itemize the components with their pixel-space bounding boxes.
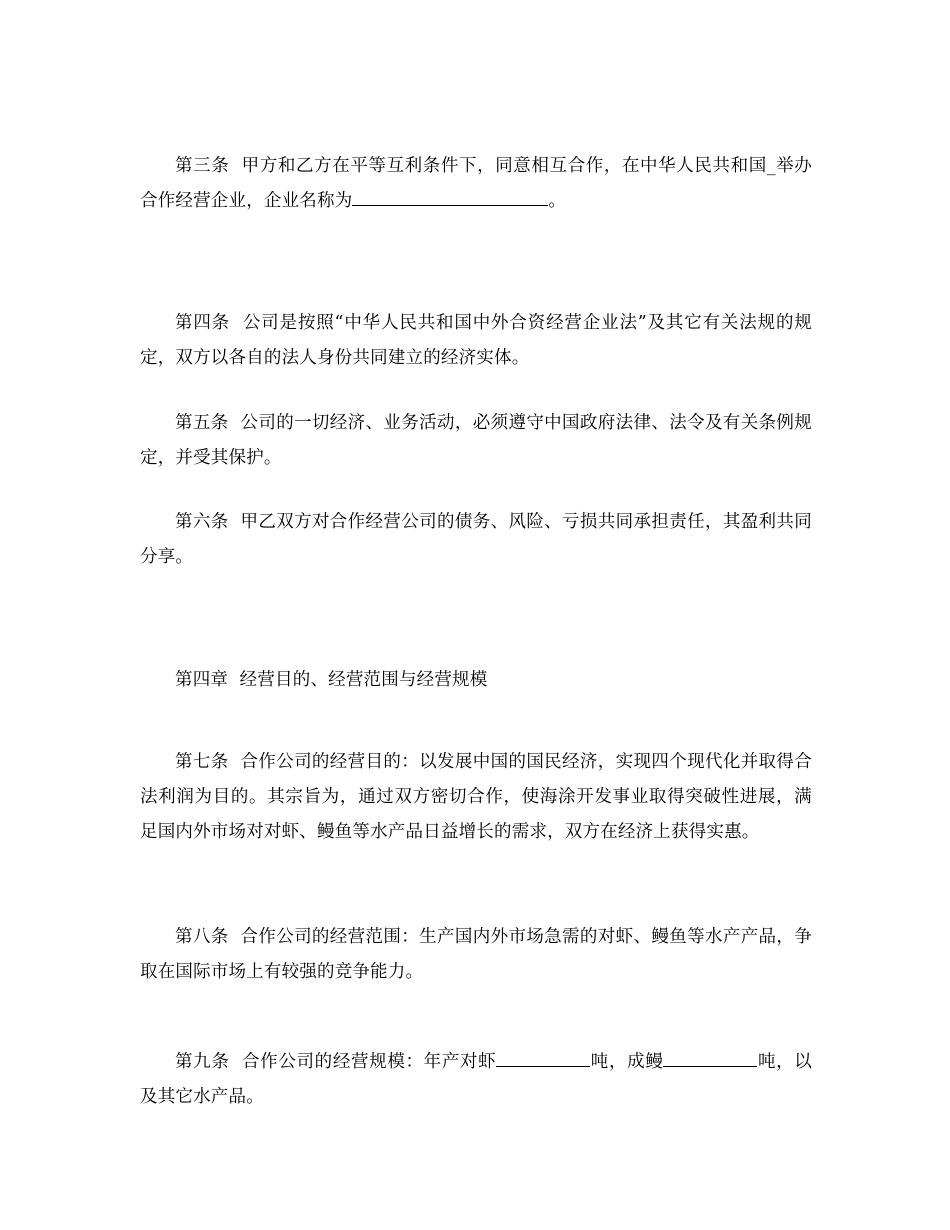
- article-text: 合作公司的经营范围：生产国内外市场急需的对虾、鳗鱼等水产产品，争取在国际市场上有较强的竞争能力。: [140, 927, 812, 982]
- article-number: 第四条: [175, 313, 231, 333]
- shrimp-tonnage-blank: [496, 1048, 590, 1067]
- article-text: 合作公司的经营目的：以发展中国的国民经济，实现四个现代化并取得合法利润为目的。其宗旨为，通过双方密切合作，使海涂开发事业取得突破性进展，满足国内外市场对对虾、鳗鱼等水产品日益增长的需求，双方在经济上获得实惠。: [140, 752, 812, 842]
- article-4: [140, 306, 812, 376]
- article-5: [140, 406, 812, 476]
- chapter-heading: [140, 663, 812, 698]
- article-6: [140, 505, 812, 575]
- article-text: 。: [548, 191, 567, 211]
- chapter-number: 第四章: [175, 670, 229, 690]
- article-number: 第六条: [175, 512, 229, 532]
- article-number: 第七条: [175, 752, 229, 772]
- article-text: 吨，成鳗: [590, 1052, 664, 1072]
- article-3: [140, 149, 812, 219]
- article-text: 吨，以及其它水产品。: [140, 1052, 812, 1107]
- eel-tonnage-blank: [663, 1048, 757, 1067]
- article-number: 第五条: [175, 413, 229, 433]
- article-text: 举办合作经营企业，企业名称为: [140, 156, 812, 211]
- article-9: [140, 1045, 812, 1115]
- chapter-title: 经营目的、经营范围与经营规模: [239, 670, 488, 690]
- article-8: [140, 920, 812, 990]
- article-number: 第九条: [175, 1052, 230, 1072]
- article-number: 第三条: [175, 156, 230, 176]
- article-text: 甲乙双方对合作经营公司的债务、风险、亏损共同承担责任，其盈利共同分享。: [140, 512, 812, 567]
- article-text: 公司是按照“中华人民共和国中外合资经营企业法”及其它有关法规的规定，双方以各自的法人身份共同建立的经济实体。: [140, 313, 812, 368]
- article-7: [140, 745, 812, 850]
- article-text: 甲方和乙方在平等互利条件下，同意相互合作，在中华人民共和国_: [241, 156, 776, 176]
- article-number: 第八条: [175, 927, 229, 947]
- article-text: 公司的一切经济、业务活动，必须遵守中国政府法律、法令及有关条例规定，并受其保护。: [140, 413, 812, 468]
- enterprise-name-blank: [352, 187, 548, 206]
- article-text: 合作公司的经营规模：年产对虾: [241, 1052, 497, 1072]
